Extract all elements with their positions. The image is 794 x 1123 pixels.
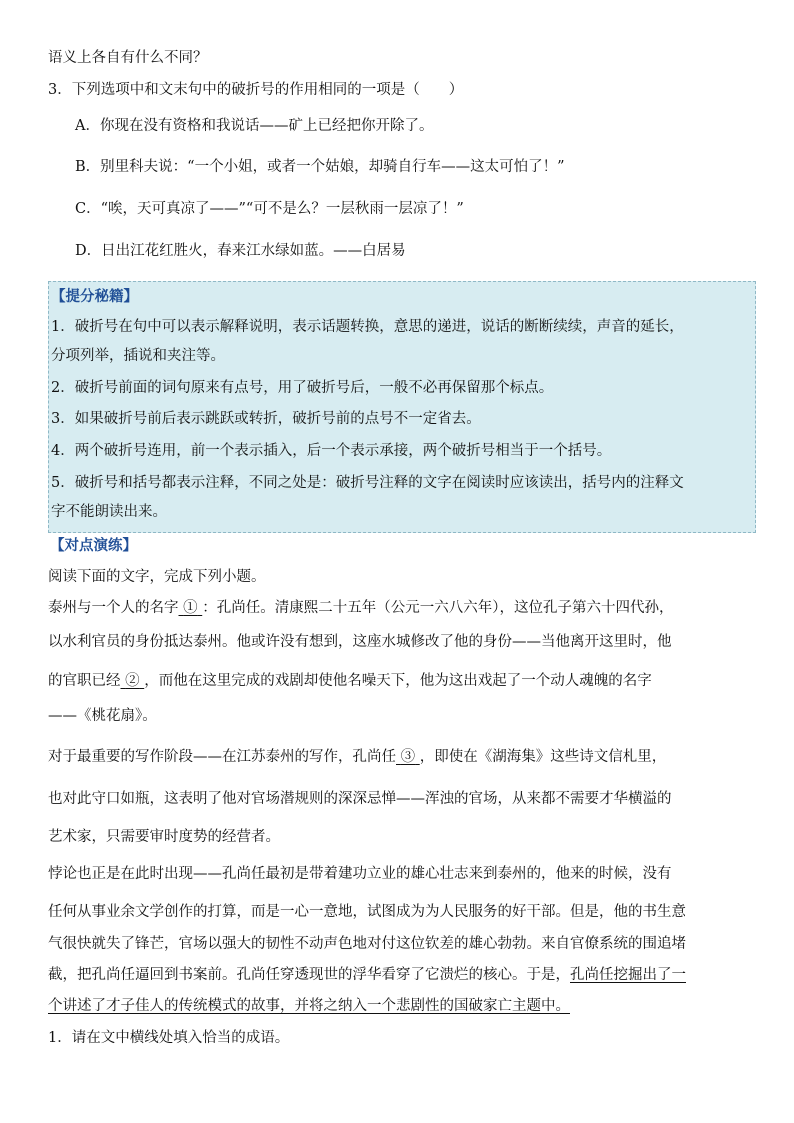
text-span: 截，把孔尚任逼回到书案前。孔尚任穿透现世的浮华看穿了它溃烂的核心。于是， [48, 967, 570, 983]
option-a: A．你现在没有资格和我说话——矿上已经把你开除了。 [75, 118, 434, 134]
text-span: 对于最重要的写作阶段——在江苏泰州的写作，孔尚任 [48, 749, 396, 765]
text-span: ，即使在《湖海集》这些诗文信札里， [419, 749, 667, 765]
question-3-stem: 3．下列选项中和文末句中的破折号的作用相同的一项是（ ） [48, 82, 464, 98]
practice-header: 【对点演练】 [50, 537, 137, 554]
tip-line: 5．破折号和括号都表示注释，不同之处是：破折号注释的文字在阅读时应该读出，括号内的注释文 [51, 475, 684, 491]
paragraph-1-line: ——《桃花扇》。 [48, 708, 157, 724]
paragraph-2-line: 艺术家，只需要审时度势的经营者。 [48, 829, 280, 845]
blank-2[interactable] [121, 673, 145, 689]
option-b: B．别里科夫说：“一个小姐，或者一个姑娘，却骑自行车——这太可怕了！” [75, 159, 565, 175]
practice-instruction: 阅读下面的文字，完成下列小题。 [48, 569, 266, 585]
text-span: 的官职已经 [48, 673, 121, 689]
paragraph-1-line [48, 671, 652, 691]
blank-1[interactable] [179, 600, 203, 616]
underlined-sentence: 孔尚任挖掘出了一 [570, 967, 686, 983]
paragraph-3-line: 悖论也正是在此时出现——孔尚任最初是带着建功立业的雄心壮志来到泰州的，他来的时候，没有 [48, 866, 672, 882]
tip-line: 2．破折号前面的词句原来有点号，用了破折号后，一般不必再保留那个标点。 [51, 380, 554, 396]
text-span: 泰州与一个人的名字 [48, 600, 179, 616]
text-span: ，而他在这里完成的戏剧却使他名噪天下，他为这出戏起了一个动人魂魄的名字 [144, 673, 652, 689]
blank-3[interactable] [396, 749, 420, 765]
paragraph-2-line [48, 747, 666, 767]
option-c: C．“唉，天可真凉了——”“可不是么？一层秋雨一层凉了！” [75, 201, 464, 217]
paragraph-1-line [48, 598, 673, 618]
paragraph-3-line: 气很快就失了锋芒，官场以强大的韧性不动声色地对付这位钦差的雄心勃勃。来自官僚系统的围追堵 [48, 936, 686, 952]
tips-header: 【提分秘籍】 [51, 288, 138, 305]
paragraph-2-line: 也对此守口如瓶，这表明了他对官场潜规则的深深忌惮——浑浊的官场，从来都不需要才华横溢的 [48, 791, 672, 807]
underlined-sentence: 个讲述了才子佳人的传统模式的故事，并将之纳入一个悲剧性的国破家亡主题中。 [48, 998, 570, 1014]
question-1: 1．请在文中横线处填入恰当的成语。 [48, 1030, 290, 1046]
blank-2-label: ② [125, 673, 140, 689]
paragraph-3-line: 任何从事业余文学创作的打算，而是一心一意地，试图成为为人民服务的好干部。但是，他的书生意 [48, 904, 686, 920]
tip-line: 字不能朗读出来。 [51, 504, 167, 520]
tip-line: 4．两个破折号连用，前一个表示插入，后一个表示承接，两个破折号相当于一个括号。 [51, 443, 612, 459]
intro-line: 语义上各自有什么不同？ [48, 50, 208, 66]
tip-line: 分项列举，插说和夹注等。 [51, 348, 225, 364]
option-d: D．日出江花红胜火，春来江水绿如蓝。——白居易 [75, 243, 406, 259]
tip-line: 1．破折号在句中可以表示解释说明，表示话题转换，意思的递进，说话的断断续续，声音的延长， [51, 319, 684, 335]
tip-line: 3．如果破折号前后表示跳跃或转折，破折号前的点号不一定省去。 [51, 411, 481, 427]
paragraph-1-line: 以水利官员的身份抵达泰州。他或许没有想到，这座水城修改了他的身份——当他离开这里时，他 [48, 634, 672, 650]
tips-box [48, 281, 756, 533]
paragraph-3-line [48, 965, 686, 985]
blank-1-label: ① [183, 600, 198, 616]
text-span: ：孔尚任。清康熙二十五年（公元一六八六年），这位孔子第六十四代孙， [202, 600, 674, 616]
blank-3-label: ③ [400, 749, 416, 765]
